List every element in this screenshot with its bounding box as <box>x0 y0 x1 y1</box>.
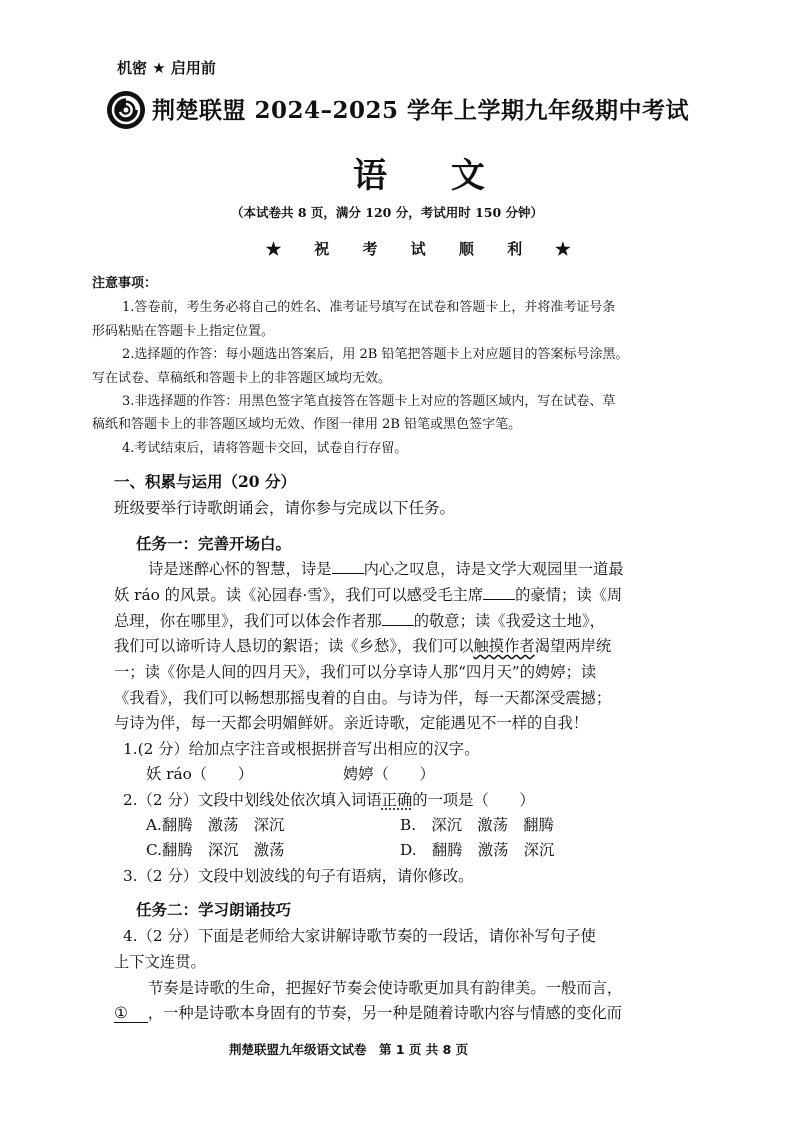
passage-text: 内心之叹息，诗是文学大观园里一道最 <box>363 560 624 578</box>
question-4-line-3: 节奏是诗歌的生命，把握好节奏会使诗歌更加具有韵律美。一般而言， <box>148 979 623 997</box>
option-b: B. 深沉 激荡 翻腾 <box>400 816 554 834</box>
note-item-2-line-2: 写在试卷、草稿纸和答题卡上的非答题区域均无效。 <box>92 371 392 386</box>
blessing-line: ★ 祝 考 试 顺 利 ★ <box>266 240 585 258</box>
blank-marker-1: ① <box>114 1004 148 1023</box>
question-4-line-1: 4.（2 分）下面是老师给大家讲解诗歌节奏的一段话，请你补写句子使 <box>123 927 596 945</box>
option-a: A.翻腾 激荡 深沉 <box>146 816 285 834</box>
paper-info: （本试卷共 8 页，满分 120 分，考试用时 150 分钟） <box>231 205 543 220</box>
fill-blank-3 <box>382 612 414 626</box>
fill-blank-1 <box>332 560 364 574</box>
section-1-heading: 一、积累与运用（20 分） <box>114 472 296 491</box>
question-1-item-b: 娉婷（ ） <box>343 765 435 783</box>
fill-blank-2 <box>483 586 515 600</box>
passage-line-1 <box>148 557 624 579</box>
question-text: 2.（2 分）文段中划线处依次填入词语 <box>123 791 382 809</box>
passage-text: 诗是迷醉心怀的智慧，诗是 <box>148 560 332 578</box>
note-item-4: 4.考试结束后，请将答题卡交回，试卷自行存留。 <box>122 441 408 456</box>
question-4-line-2: 上下文连贯。 <box>114 953 206 971</box>
passage-text: 总理，你在哪里》，我们可以体会作者那 <box>114 612 382 630</box>
exam-title: 荆楚联盟 2024–2025 学年上学期九年级期中考试 <box>152 97 690 124</box>
passage-text: 渴望两岸统 <box>534 637 612 655</box>
question-4-line-4 <box>114 1001 622 1023</box>
question-3: 3.（2 分）文段中划波线的句子有语病，请你修改。 <box>123 867 474 885</box>
question-1-item-a: 妖 ráo（ ） <box>146 765 253 783</box>
passage-line-4 <box>114 634 611 656</box>
alliance-logo-icon <box>106 90 146 130</box>
passage-text: 的豪情；读《周 <box>515 586 623 604</box>
question-text: 的一项是（ ） <box>412 791 535 809</box>
passage-text: 我们可以谛听诗人恳切的絮语；读《乡愁》，我们可以 <box>114 637 474 655</box>
wavy-underlined-text: 触摸作者 <box>473 637 535 655</box>
passage-text: 妖 ráo 的风景。读《沁园春·雪》，我们可以感受毛主席 <box>114 586 484 604</box>
note-item-3-line-2: 稿纸和答题卡上的非答题区域均无效、作图一律用 2B 铅笔或黑色签字笔。 <box>92 417 522 432</box>
question-2 <box>123 788 535 810</box>
section-1-intro: 班级要举行诗歌朗诵会，请你参与完成以下任务。 <box>114 499 456 517</box>
task-2-heading: 任务二：学习朗诵技巧 <box>136 900 292 919</box>
question-1: 1.(2 分）给加点字注音或根据拼音写出相应的汉字。 <box>123 740 480 758</box>
passage-line-6: 《我看》，我们可以畅想那摇曳着的自由。与诗为伴，每一天都深受震撼； <box>114 689 612 707</box>
question-text: ，一种是诗歌本身固有的节奏，另一种是随着诗歌内容与情感的变化而 <box>147 1004 622 1022</box>
notes-heading: 注意事项： <box>92 276 158 291</box>
dotted-text: 正确 <box>381 791 413 809</box>
passage-line-3 <box>114 609 605 631</box>
note-item-1-line-1: 1.答卷前，考生务必将自己的姓名、准考证号填写在试卷和答题卡上，并将准考证号条 <box>122 300 616 315</box>
option-c: C.翻腾 深沉 激荡 <box>146 841 285 859</box>
option-d: D. 翻腾 激荡 深沉 <box>400 841 555 859</box>
confidential-label: 机密 ★ 启用前 <box>117 59 216 77</box>
subject-title: 语 文 <box>353 156 511 196</box>
passage-line-2 <box>114 583 622 605</box>
passage-line-7: 与诗为伴，每一天都会明媚鲜妍。亲近诗歌，定能遇见不一样的自我！ <box>114 714 589 732</box>
page-footer: 荆楚联盟九年级语文试卷 第 1 页 共 8 页 <box>229 1042 469 1057</box>
task-1-heading: 任务一：完善开场白。 <box>136 534 292 553</box>
passage-text: 的敬意；读《我爱这土地》， <box>413 612 605 630</box>
note-item-2-line-1: 2.选择题的作答：每小题选出答案后，用 2B 铅笔把答题卡上对应题目的答案标号涂黑。 <box>122 347 629 362</box>
note-item-1-line-2: 形码粘贴在答题卡上指定位置。 <box>92 324 275 339</box>
passage-line-5: 一；读《你是人间的四月天》，我们可以分享诗人那“四月天”的娉婷；读 <box>114 663 597 681</box>
note-item-3-line-1: 3.非选择题的作答：用黑色签字笔直接答在答题卡上对应的答题区域内，写在试卷、草 <box>122 394 616 409</box>
